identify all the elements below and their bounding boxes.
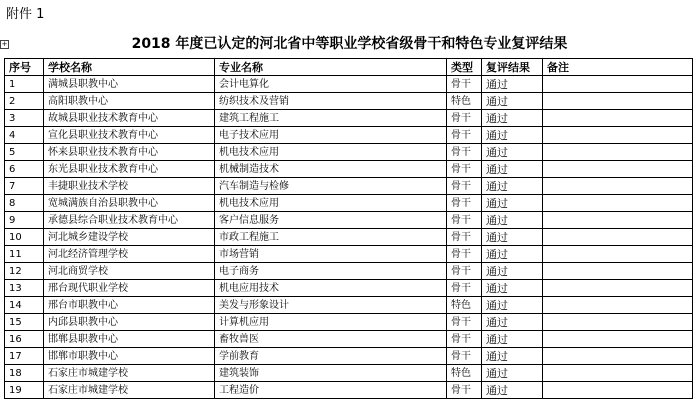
header-major: 专业名称 bbox=[215, 59, 447, 76]
table-row bbox=[5, 161, 693, 178]
cell-note bbox=[543, 365, 693, 382]
cell-no: 4 bbox=[5, 127, 44, 144]
document-title: 2018 年度已认定的河北省中等职业学校省级骨干和特色专业复评结果 bbox=[131, 36, 568, 52]
cell-note bbox=[543, 331, 693, 348]
cell-major: 市政工程施工 bbox=[215, 229, 447, 246]
cell-no: 15 bbox=[5, 314, 44, 331]
cell-no: 14 bbox=[5, 297, 44, 314]
table-row bbox=[5, 365, 693, 382]
cell-major: 计算机应用 bbox=[215, 314, 447, 331]
table-row bbox=[5, 93, 693, 110]
cell-no: 12 bbox=[5, 263, 44, 280]
cell-result: 通过 bbox=[482, 212, 543, 229]
table-row bbox=[5, 246, 693, 263]
cell-result: 通过 bbox=[482, 110, 543, 127]
cell-major: 机电技术应用 bbox=[215, 195, 447, 212]
cell-major: 畜牧兽医 bbox=[215, 331, 447, 348]
cell-no: 19 bbox=[5, 382, 44, 399]
table-row bbox=[5, 297, 693, 314]
cell-type: 骨干 bbox=[447, 195, 482, 212]
cell-note bbox=[543, 76, 693, 93]
cell-result: 通过 bbox=[482, 127, 543, 144]
cell-no: 2 bbox=[5, 93, 44, 110]
cell-type: 骨干 bbox=[447, 246, 482, 263]
table-row bbox=[5, 178, 693, 195]
cell-no: 17 bbox=[5, 348, 44, 365]
cell-no: 11 bbox=[5, 246, 44, 263]
cell-school: 丰捷职业技术学校 bbox=[44, 178, 215, 195]
cell-no: 13 bbox=[5, 280, 44, 297]
table-header-row bbox=[5, 59, 693, 76]
cell-note bbox=[543, 178, 693, 195]
cell-type: 特色 bbox=[447, 93, 482, 110]
cell-no: 16 bbox=[5, 331, 44, 348]
cell-type: 骨干 bbox=[447, 212, 482, 229]
cell-note bbox=[543, 229, 693, 246]
cell-school: 邢台现代职业学校 bbox=[44, 280, 215, 297]
cell-major: 会计电算化 bbox=[215, 76, 447, 93]
header-no: 序号 bbox=[5, 59, 44, 76]
table-row bbox=[5, 331, 693, 348]
cell-no: 5 bbox=[5, 144, 44, 161]
table-row bbox=[5, 144, 693, 161]
cell-no: 3 bbox=[5, 110, 44, 127]
results-table bbox=[4, 58, 693, 399]
table-row bbox=[5, 263, 693, 280]
cell-type: 骨干 bbox=[447, 382, 482, 399]
cell-major: 工程造价 bbox=[215, 382, 447, 399]
table-row bbox=[5, 348, 693, 365]
cell-note bbox=[543, 382, 693, 399]
cell-type: 骨干 bbox=[447, 229, 482, 246]
cell-school: 邯郸市职教中心 bbox=[44, 348, 215, 365]
cell-school: 怀来县职业技术教育中心 bbox=[44, 144, 215, 161]
cell-type: 骨干 bbox=[447, 178, 482, 195]
cell-school: 故城县职业技术教育中心 bbox=[44, 110, 215, 127]
table-row bbox=[5, 76, 693, 93]
cell-note bbox=[543, 280, 693, 297]
cell-type: 骨干 bbox=[447, 76, 482, 93]
cell-type: 骨干 bbox=[447, 331, 482, 348]
table-row bbox=[5, 382, 693, 399]
table-row bbox=[5, 127, 693, 144]
cell-result: 通过 bbox=[482, 331, 543, 348]
cell-major: 学前教育 bbox=[215, 348, 447, 365]
cell-result: 通过 bbox=[482, 348, 543, 365]
cell-result: 通过 bbox=[482, 297, 543, 314]
cell-note bbox=[543, 93, 693, 110]
cell-note bbox=[543, 161, 693, 178]
cell-major: 电子技术应用 bbox=[215, 127, 447, 144]
table-row bbox=[5, 229, 693, 246]
cell-school: 高阳职教中心 bbox=[44, 93, 215, 110]
cell-major: 机电应用技术 bbox=[215, 280, 447, 297]
cell-result: 通过 bbox=[482, 93, 543, 110]
cell-note bbox=[543, 297, 693, 314]
cell-major: 美发与形象设计 bbox=[215, 297, 447, 314]
cell-major: 电子商务 bbox=[215, 263, 447, 280]
cell-major: 机械制造技术 bbox=[215, 161, 447, 178]
cell-note bbox=[543, 127, 693, 144]
cell-school: 邢台市职教中心 bbox=[44, 297, 215, 314]
cell-no: 7 bbox=[5, 178, 44, 195]
cell-type: 骨干 bbox=[447, 161, 482, 178]
cell-type: 骨干 bbox=[447, 127, 482, 144]
cell-major: 市场营销 bbox=[215, 246, 447, 263]
table-row bbox=[5, 280, 693, 297]
cell-school: 河北城乡建设学校 bbox=[44, 229, 215, 246]
cell-no: 10 bbox=[5, 229, 44, 246]
cell-note bbox=[543, 144, 693, 161]
cell-no: 9 bbox=[5, 212, 44, 229]
cell-no: 6 bbox=[5, 161, 44, 178]
table-row bbox=[5, 314, 693, 331]
cell-major: 客户信息服务 bbox=[215, 212, 447, 229]
cell-note bbox=[543, 246, 693, 263]
cell-note bbox=[543, 263, 693, 280]
cell-type: 骨干 bbox=[447, 263, 482, 280]
header-school: 学校名称 bbox=[44, 59, 215, 76]
cell-major: 机电技术应用 bbox=[215, 144, 447, 161]
cell-result: 通过 bbox=[482, 382, 543, 399]
attachment-label: 附件 1 bbox=[6, 7, 45, 22]
table-row bbox=[5, 195, 693, 212]
cell-note bbox=[543, 195, 693, 212]
cell-result: 通过 bbox=[482, 144, 543, 161]
cell-type: 特色 bbox=[447, 365, 482, 382]
cell-note bbox=[543, 314, 693, 331]
cell-school: 邯郸县职教中心 bbox=[44, 331, 215, 348]
cell-school: 河北经济管理学校 bbox=[44, 246, 215, 263]
cell-result: 通过 bbox=[482, 280, 543, 297]
cell-result: 通过 bbox=[482, 195, 543, 212]
cell-major: 建筑工程施工 bbox=[215, 110, 447, 127]
table-row bbox=[5, 110, 693, 127]
header-result: 复评结果 bbox=[482, 59, 543, 76]
cell-school: 东光县职业技术教育中心 bbox=[44, 161, 215, 178]
cell-school: 石家庄市城建学校 bbox=[44, 382, 215, 399]
cell-school: 满城县职教中心 bbox=[44, 76, 215, 93]
header-type: 类型 bbox=[447, 59, 482, 76]
cell-result: 通过 bbox=[482, 229, 543, 246]
cell-no: 8 bbox=[5, 195, 44, 212]
cell-school: 石家庄市城建学校 bbox=[44, 365, 215, 382]
header-note: 备注 bbox=[543, 59, 693, 76]
cell-result: 通过 bbox=[482, 365, 543, 382]
cell-note bbox=[543, 348, 693, 365]
table-anchor-icon[interactable]: + bbox=[1, 40, 8, 48]
cell-school: 河北商贸学校 bbox=[44, 263, 215, 280]
cell-major: 汽车制造与检修 bbox=[215, 178, 447, 195]
cell-school: 宣化县职业技术教育中心 bbox=[44, 127, 215, 144]
cell-note bbox=[543, 110, 693, 127]
cell-type: 骨干 bbox=[447, 314, 482, 331]
cell-result: 通过 bbox=[482, 76, 543, 93]
cell-result: 通过 bbox=[482, 314, 543, 331]
cell-result: 通过 bbox=[482, 178, 543, 195]
cell-type: 骨干 bbox=[447, 110, 482, 127]
cell-type: 骨干 bbox=[447, 348, 482, 365]
cell-school: 承德县综合职业技术教育中心 bbox=[44, 212, 215, 229]
cell-result: 通过 bbox=[482, 263, 543, 280]
cell-type: 特色 bbox=[447, 297, 482, 314]
cell-major: 纺织技术及营销 bbox=[215, 93, 447, 110]
cell-school: 内邱县职教中心 bbox=[44, 314, 215, 331]
cell-type: 骨干 bbox=[447, 280, 482, 297]
cell-type: 骨干 bbox=[447, 144, 482, 161]
cell-result: 通过 bbox=[482, 246, 543, 263]
cell-school: 宽城满族自治县职教中心 bbox=[44, 195, 215, 212]
cell-no: 1 bbox=[5, 76, 44, 93]
cell-no: 18 bbox=[5, 365, 44, 382]
cell-major: 建筑装饰 bbox=[215, 365, 447, 382]
cell-note bbox=[543, 212, 693, 229]
cell-result: 通过 bbox=[482, 161, 543, 178]
table-row bbox=[5, 212, 693, 229]
